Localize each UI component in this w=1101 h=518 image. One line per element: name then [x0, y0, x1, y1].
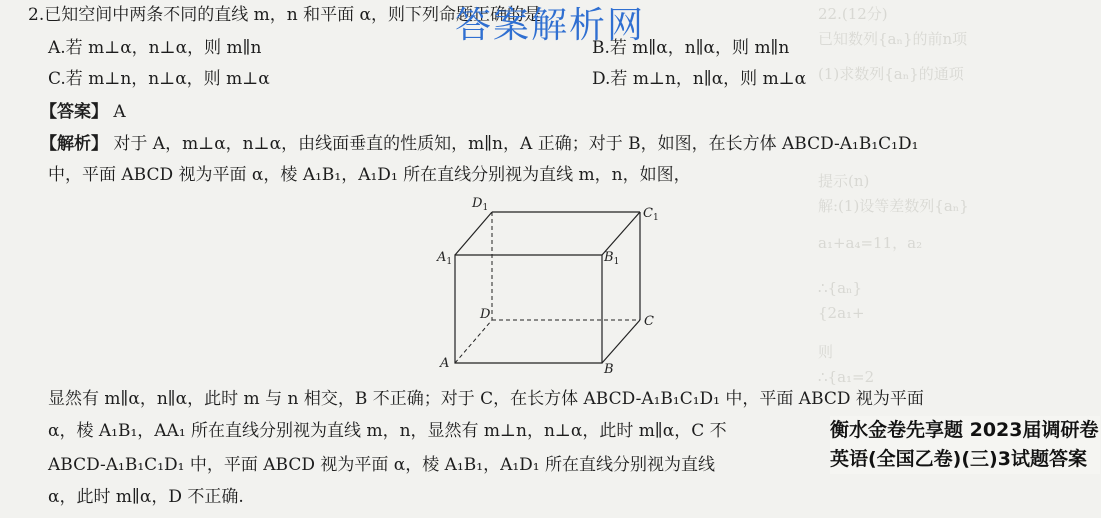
- option-d: D.若 m⊥n，n∥α，则 m⊥α: [592, 69, 807, 89]
- ghost-line: 则: [818, 343, 834, 361]
- ghost-line: ∴{aₙ}: [818, 279, 863, 297]
- option-b: B.若 m∥α，n∥α，则 m∥n: [592, 38, 790, 58]
- answer-label: 【答案】: [40, 102, 108, 122]
- answer-value: A: [113, 102, 126, 122]
- option-a: A.若 m⊥α，n⊥α，则 m∥n: [48, 38, 262, 58]
- label-c1: $C_1$: [643, 206, 659, 223]
- question-stem: 2.已知空间中两条不同的直线 m，n 和平面 α，则下列命题正确的是: [28, 5, 541, 25]
- answer-line: [40, 101, 126, 123]
- overlay-ad-caption: 衡水金卷先享题 2023届调研卷 英语(全国乙卷)(三)3试题答案: [830, 416, 1100, 474]
- analysis-text-1: 对于 A，m⊥α，n⊥α，由线面垂直的性质知，m∥n，A 正确；对于 B，如图，在长方体 ABCD-A₁B₁C₁D₁: [113, 134, 919, 154]
- ghost-line: ∴{a₁=2: [818, 368, 875, 386]
- ghost-line: 22.(12分): [818, 5, 888, 23]
- label-b: B: [604, 362, 614, 375]
- analysis-line-3: 显然有 m∥α，n∥α，此时 m 与 n 相交，B 不正确；对于 C，在长方体 ABCD-A₁B₁C₁D₁ 中，平面 ABCD 视为平面: [48, 389, 924, 409]
- ghost-line: 已知数列{aₙ}的前n项: [818, 30, 968, 48]
- label-b1: $B_1$: [604, 250, 620, 267]
- front-face: [455, 255, 602, 363]
- watermark-text: 答案解析网: [455, 5, 646, 46]
- label-d: D: [480, 307, 491, 322]
- analysis-line-5: ABCD-A₁B₁C₁D₁ 中，平面 ABCD 视为平面 α，棱 A₁B₁，A₁D₁ 所在直线分别视为直线: [48, 455, 716, 475]
- ghost-line: 提示(n): [818, 172, 870, 190]
- analysis-label: 【解析】: [40, 134, 108, 154]
- ghost-line: a₁+a₄=11，a₂: [818, 234, 923, 252]
- option-c: C.若 m⊥n，n⊥α，则 m⊥α: [48, 69, 270, 89]
- label-a: A: [440, 356, 450, 371]
- analysis-line-4: α，棱 A₁B₁，AA₁ 所在直线分别视为直线 m，n，显然有 m⊥n，n⊥α，此时 m∥α，C 不: [48, 421, 727, 441]
- analysis-line-6: α，此时 m∥α，D 不正确.: [48, 487, 244, 507]
- label-c: C: [644, 314, 654, 329]
- ghost-line: 解:(1)设等差数列{aₙ}: [818, 197, 969, 215]
- edge-a1d1: [455, 212, 492, 255]
- edge-b1c1: [602, 212, 640, 255]
- label-a1: $A_1$: [437, 250, 453, 267]
- cuboid-figure: [430, 195, 670, 375]
- ghost-line: {2a₁+: [818, 304, 865, 322]
- analysis-line-1: [40, 133, 918, 155]
- analysis-line-2: 中，平面 ABCD 视为平面 α，棱 A₁B₁，A₁D₁ 所在直线分别视为直线 m，n，如图，: [48, 165, 691, 185]
- edge-bc: [602, 320, 640, 363]
- edge-ad-hidden: [455, 320, 492, 363]
- ghost-line: (1)求数列{aₙ}的通项: [818, 65, 964, 83]
- label-d1: $D_1$: [472, 196, 489, 213]
